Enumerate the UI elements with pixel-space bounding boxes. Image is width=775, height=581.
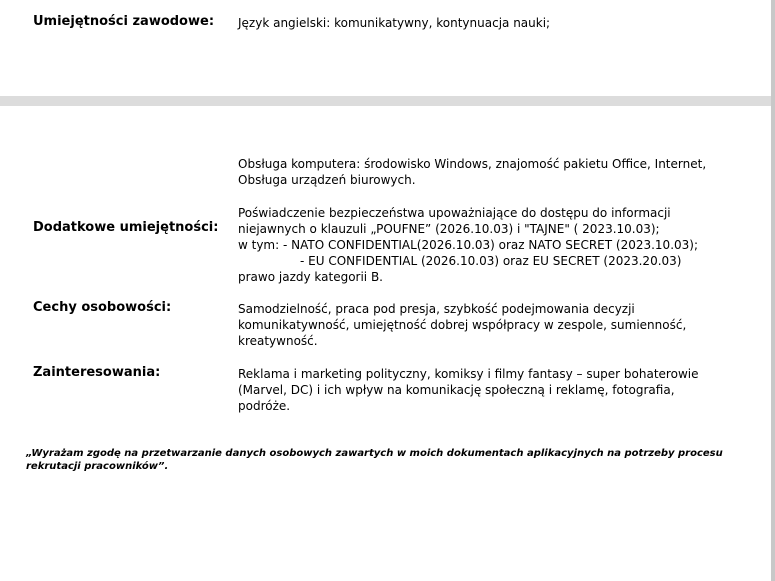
page-top bbox=[0, 0, 771, 96]
interests-line-1: Reklama i marketing polityczny, komiksy i filmy fantasy – super bohaterowie bbox=[238, 367, 699, 381]
section-label-professional: Umiejętności zawodowe: bbox=[33, 14, 215, 29]
additional-line-2: Obsługa urządzeń biurowych. bbox=[238, 173, 416, 187]
section-label-additional: Dodatkowe umiejętności: bbox=[33, 220, 219, 235]
professional-line-1: Język angielski: komunikatywny, kontynuacja nauki; bbox=[238, 16, 551, 30]
section-label-traits: Cechy osobowości: bbox=[33, 300, 172, 315]
additional-line-4: niejawnych o klauzuli „POUFNE” (2026.10.03) i "TAJNE" ( 2023.10.03); bbox=[238, 222, 660, 236]
interests-line-2: (Marvel, DC) i ich wpływ na komunikację społeczną i reklamę, fotografia, bbox=[238, 383, 675, 397]
additional-line-5: w tym: - NATO CONFIDENTIAL(2026.10.03) oraz NATO SECRET (2023.10.03); bbox=[238, 238, 699, 252]
interests-line-3: podróże. bbox=[238, 399, 291, 413]
section-label-interests: Zainteresowania: bbox=[33, 365, 161, 380]
traits-line-2: komunikatywność, umiejętność dobrej współpracy w zespole, sumienność, bbox=[238, 318, 687, 332]
traits-line-3: kreatywność. bbox=[238, 334, 318, 348]
consent-clause: „Wyrażam zgodę na przetwarzanie danych osobowych zawartych w moich dokumentach aplikacyjnych na potrzeby procesu rekrutacji pracowników”. bbox=[26, 448, 723, 472]
additional-line-3: Poświadczenie bezpieczeństwa upoważniające do dostępu do informacji bbox=[238, 206, 671, 220]
traits-line-1: Samodzielność, praca pod presja, szybkość podejmowania decyzji bbox=[238, 302, 635, 316]
additional-line-1: Obsługa komputera: środowisko Windows, znajomość pakietu Office, Internet, bbox=[238, 157, 707, 171]
page-bottom bbox=[0, 106, 771, 581]
additional-line-7: prawo jazdy kategorii B. bbox=[238, 270, 383, 284]
viewer-edge bbox=[771, 0, 775, 581]
additional-line-6: - EU CONFIDENTIAL (2026.10.03) oraz EU SECRET (2023.20.03) bbox=[300, 254, 682, 268]
